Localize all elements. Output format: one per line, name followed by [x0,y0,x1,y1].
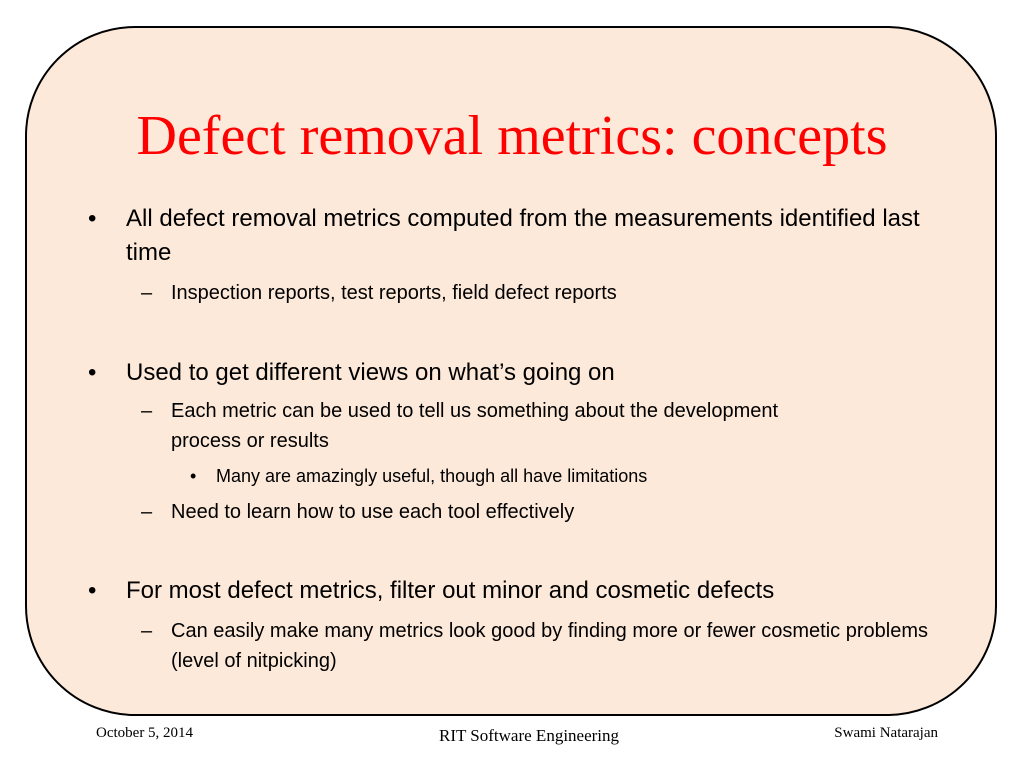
bullet-marker: • [88,577,97,604]
sub-sub-bullet-text: Many are amazingly useful, though all have limitations [216,466,648,486]
bullet-marker: • [190,466,197,486]
bullet-text: All defect removal metrics computed from the measurements identified last time [126,205,920,266]
dash-marker: – [141,620,153,642]
bullet-marker: • [88,205,97,232]
sub-bullet-text: Inspection reports, test reports, field defect reports [171,282,617,304]
bullet-marker: • [88,359,97,386]
dash-marker: – [141,501,153,523]
slide-title: Defect removal metrics: concepts [136,105,888,167]
sub-bullet-text: Need to learn how to use each tool effectively [171,501,575,523]
bullet-text: Used to get different views on what’s going on [126,359,615,386]
footer-date: October 5, 2014 [96,725,194,741]
sub-bullet-text: Can easily make many metrics look good by finding more or fewer cosmetic problems (level of nitpicking) [171,620,928,672]
dash-marker: – [141,400,153,422]
bullet-text: For most defect metrics, filter out minor and cosmetic defects [126,577,775,604]
footer-course: RIT Software Engineering [438,726,620,745]
sub-bullet-text: Each metric can be used to tell us something about the development process or results [171,400,779,452]
footer-author: Swami Natarajan [834,725,938,741]
dash-marker: – [141,282,153,304]
